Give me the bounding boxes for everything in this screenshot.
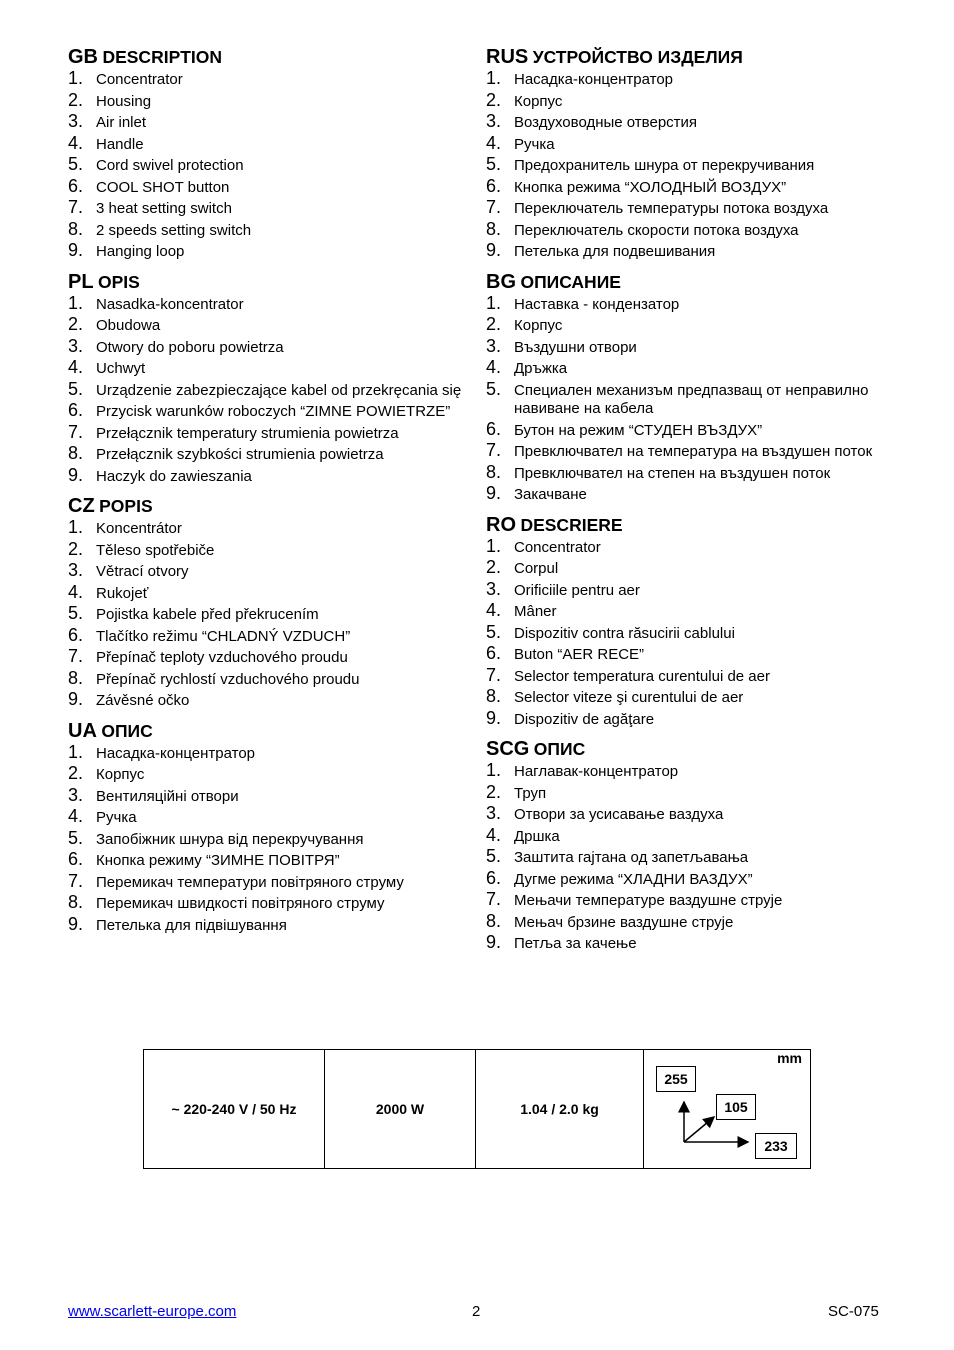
section-rus [486, 42, 886, 263]
section-heading: УСТРОЙСТВО ИЗДЕЛИЯ [532, 47, 743, 67]
list-item [486, 761, 886, 783]
item-number: 8. [486, 461, 502, 482]
item-text: COOL SHOT button [96, 178, 230, 196]
item-text: Специален механизъм предпазващ от неправилно навиване на кабела [514, 381, 869, 417]
list-item [486, 484, 886, 506]
list-item [486, 134, 886, 156]
parts-list [486, 294, 886, 506]
item-text: Buton “AER RECE” [514, 646, 645, 663]
section-cz [68, 491, 468, 712]
item-number: 1. [486, 760, 502, 780]
item-number: 3. [486, 111, 502, 131]
list-item [486, 601, 886, 623]
dimension-unit: mm [777, 1050, 802, 1066]
item-text: Dispozitiv de agăţare [514, 710, 655, 728]
item-text: Переключатель температуры потока воздуха [514, 200, 829, 217]
section-heading: ОПИС [101, 720, 153, 741]
section-title [486, 267, 886, 294]
item-number: 1. [486, 535, 502, 556]
spec-power: 2000 W [325, 1050, 476, 1168]
dimension-width: 233 [755, 1133, 797, 1159]
item-number: 1. [486, 292, 502, 313]
page-number: 2 [472, 1303, 481, 1320]
item-number: 3. [486, 803, 502, 823]
item-number: 9. [486, 240, 502, 260]
spec-dimensions [644, 1050, 810, 1168]
item-text: Uchwyt [96, 360, 146, 377]
spec-weight: 1.04 / 2.0 kg [476, 1050, 644, 1168]
list-item [486, 826, 886, 848]
dimension-depth: 105 [716, 1094, 756, 1120]
item-text: Corpul [514, 560, 559, 577]
item-text: Haczyk do zawieszania [96, 467, 252, 485]
item-number: 6. [486, 867, 502, 888]
item-number: 9. [486, 932, 502, 952]
list-item [68, 829, 468, 851]
item-text: Přepínač rychlostí vzduchového proudu [96, 670, 360, 688]
list-item [68, 112, 468, 134]
item-text: Těleso spotřebiče [96, 541, 215, 559]
list-item [68, 69, 468, 91]
list-item [486, 441, 886, 463]
item-number: 3. [486, 335, 502, 356]
item-number: 4. [68, 581, 84, 602]
list-item [68, 518, 468, 540]
list-item [486, 537, 886, 559]
item-number: 6. [486, 643, 502, 663]
item-number: 5. [68, 154, 84, 174]
item-number: 6. [486, 175, 502, 196]
list-item [68, 198, 468, 220]
item-number: 9. [486, 707, 502, 728]
section-heading: DESCRIERE [520, 514, 623, 535]
item-number: 2. [68, 763, 84, 783]
item-text: Перемикач температури повітряного струму [96, 873, 404, 891]
item-text: Mâner [514, 603, 557, 620]
list-item [68, 647, 468, 669]
item-text: Петља за качење [514, 935, 637, 952]
item-text: Отвори за усисавање ваздуха [514, 806, 724, 823]
item-text: Obudowa [96, 317, 161, 334]
item-text: Przycisk warunków roboczych “ZIMNE POWIETRZE” [96, 403, 451, 420]
list-item [68, 690, 468, 712]
item-number: 9. [486, 483, 502, 503]
item-text: Насадка-концентратор [96, 744, 256, 762]
section-gb [68, 42, 468, 263]
item-number: 7. [486, 197, 502, 217]
list-item [486, 558, 886, 580]
language-code: PL [68, 270, 94, 293]
list-item [68, 561, 468, 583]
section-pl [68, 267, 468, 488]
item-text: Превключвател на температура на въздушен поток [514, 443, 873, 460]
item-number: 9. [68, 913, 84, 934]
item-number: 6. [68, 849, 84, 869]
item-text: Наглавак-концентратор [514, 763, 679, 780]
item-number: 5. [486, 621, 502, 642]
specification-table [143, 1049, 811, 1169]
list-item [486, 463, 886, 485]
list-item [68, 91, 468, 113]
item-text: Закачване [514, 486, 587, 503]
item-text: Pojistka kabele před překrucením [96, 606, 319, 623]
list-item [486, 315, 886, 337]
item-number: 6. [68, 400, 84, 420]
item-number: 9. [68, 689, 84, 709]
item-text: Concentrator [96, 71, 183, 88]
item-text: Větrací otvory [96, 563, 189, 580]
parts-list [486, 761, 886, 955]
item-text: Вентиляційні отвори [96, 787, 239, 805]
list-item [486, 358, 886, 380]
item-text: Дршка [514, 827, 560, 845]
list-item [486, 380, 886, 420]
item-text: 3 heat setting switch [96, 200, 232, 217]
list-item [68, 466, 468, 488]
section-heading: DESCRIPTION [102, 47, 223, 67]
item-number: 3. [68, 560, 84, 580]
section-title [68, 42, 468, 69]
model-number: SC-075 [828, 1303, 879, 1320]
dimension-height: 255 [656, 1066, 696, 1092]
item-number: 8. [486, 910, 502, 931]
list-item [68, 315, 468, 337]
item-text: Кнопка режима “ХОЛОДНЫЙ ВОЗДУХ” [514, 178, 787, 196]
section-heading: POPIS [99, 496, 153, 516]
item-text: Nasadka-koncentrator [96, 295, 244, 313]
item-text: Selector temperatura curentului de aer [514, 667, 770, 685]
item-text: Přepínač teploty vzduchového proudu [96, 649, 348, 666]
list-item [486, 177, 886, 199]
section-title [486, 734, 886, 761]
list-item [486, 420, 886, 442]
list-item [486, 644, 886, 666]
language-code: RO [486, 513, 516, 536]
list-item [68, 872, 468, 894]
list-item [486, 198, 886, 220]
item-number: 2. [68, 538, 84, 559]
list-item [486, 890, 886, 912]
item-number: 2. [68, 89, 84, 110]
item-number: 4. [68, 806, 84, 826]
item-text: Петелька для подвешивания [514, 243, 716, 260]
item-number: 2. [486, 314, 502, 334]
item-text: Air inlet [96, 114, 147, 131]
list-item [486, 91, 886, 113]
list-item [68, 807, 468, 829]
list-item [68, 850, 468, 872]
language-code: SCG [486, 738, 530, 760]
list-item [486, 220, 886, 242]
list-item [486, 241, 886, 263]
section-ua [68, 716, 468, 937]
item-number: 7. [486, 664, 502, 685]
item-number: 6. [68, 175, 84, 196]
item-number: 4. [68, 357, 84, 377]
item-text: Насадка-концентратор [514, 71, 674, 88]
section-heading: ОПИС [533, 739, 586, 759]
section-title [68, 267, 468, 294]
list-item [68, 604, 468, 626]
item-number: 5. [68, 827, 84, 848]
item-text: Závěsné očko [96, 692, 190, 709]
spec-voltage: ~ 220-240 V / 50 Hz [144, 1050, 325, 1168]
list-item [486, 783, 886, 805]
list-item [486, 623, 886, 645]
list-item [68, 786, 468, 808]
item-number: 7. [68, 197, 84, 217]
list-item [68, 337, 468, 359]
item-number: 6. [486, 418, 502, 439]
item-number: 2. [68, 314, 84, 334]
item-text: Запобіжник шнура від перекручування [96, 830, 364, 848]
list-item [68, 401, 468, 423]
item-text: Selector viteze şi curentului de aer [514, 689, 744, 706]
item-text: Handle [96, 135, 144, 153]
item-text: Перемикач швидкості повітряного струму [96, 895, 385, 912]
item-number: 1. [486, 68, 502, 88]
list-item [486, 69, 886, 91]
item-text: Переключатель скорости потока воздуха [514, 221, 799, 239]
section-title [68, 716, 468, 743]
item-text: Ручка [514, 135, 555, 153]
item-text: Koncentrátor [96, 520, 182, 537]
item-number: 4. [486, 824, 502, 845]
item-number: 1. [68, 517, 84, 537]
item-text: Въздушни отвори [514, 338, 637, 356]
item-text: Мењачи температуре ваздушне струје [514, 892, 783, 909]
item-text: Воздуховодные отверстия [514, 114, 698, 131]
list-item [486, 666, 886, 688]
list-item [68, 743, 468, 765]
item-number: 5. [68, 603, 84, 623]
list-item [486, 869, 886, 891]
item-number: 3. [68, 784, 84, 805]
language-code: UA [68, 719, 97, 742]
list-item [68, 423, 468, 445]
list-item [68, 177, 468, 199]
item-text: Бутон на режим “СТУДЕН ВЪЗДУХ” [514, 421, 763, 439]
list-item [486, 709, 886, 731]
item-number: 1. [68, 68, 84, 88]
website-link[interactable]: www.scarlett-europe.com [68, 1303, 237, 1320]
section-heading: OPIS [98, 271, 140, 292]
item-number: 7. [68, 870, 84, 891]
list-item [68, 893, 468, 915]
item-text: Заштита гајтана од запетљавања [514, 849, 749, 866]
section-ro [486, 510, 886, 731]
item-number: 4. [68, 132, 84, 153]
list-item [68, 915, 468, 937]
list-item [68, 626, 468, 648]
item-number: 1. [68, 741, 84, 762]
item-text: Труп [514, 784, 547, 802]
item-number: 8. [486, 686, 502, 706]
item-text: Превключвател на степен на въздушен поток [514, 464, 831, 482]
item-number: 3. [68, 335, 84, 356]
item-number: 4. [486, 357, 502, 377]
left-column [68, 42, 468, 940]
item-text: Otwory do poboru powietrza [96, 338, 284, 356]
item-number: 3. [486, 578, 502, 599]
list-item [68, 294, 468, 316]
item-number: 5. [486, 154, 502, 174]
list-item [486, 337, 886, 359]
item-number: 7. [68, 646, 84, 666]
parts-list [486, 537, 886, 731]
item-text: Orificiile pentru aer [514, 581, 640, 599]
section-bg [486, 267, 886, 506]
item-number: 8. [68, 218, 84, 239]
section-title [68, 491, 468, 518]
item-number: 4. [486, 600, 502, 620]
list-item [68, 155, 468, 177]
section-scg [486, 734, 886, 955]
list-item [68, 241, 468, 263]
list-item [68, 540, 468, 562]
item-number: 5. [68, 378, 84, 399]
item-text: Петелька для підвішування [96, 916, 287, 934]
list-item [486, 112, 886, 134]
item-text: Tlačítko režimu “CHLADNÝ VZDUCH” [96, 627, 351, 645]
item-text: Concentrator [514, 538, 601, 556]
parts-list [68, 518, 468, 712]
item-number: 5. [486, 846, 502, 866]
list-item [486, 912, 886, 934]
item-number: 8. [68, 443, 84, 463]
item-text: Przełącznik temperatury strumienia powietrza [96, 424, 399, 442]
parts-list [68, 743, 468, 937]
list-item [486, 294, 886, 316]
language-code: RUS [486, 46, 529, 68]
item-text: Корпус [96, 766, 145, 783]
section-heading: ОПИСАНИЕ [520, 271, 621, 292]
item-number: 8. [486, 218, 502, 239]
item-text: Дугме режима “ХЛАДНИ ВАЗДУХ” [514, 870, 753, 888]
section-title [486, 42, 886, 69]
list-item [68, 220, 468, 242]
item-number: 5. [486, 378, 502, 399]
list-item [68, 380, 468, 402]
item-text: Мењач брзине ваздушне струје [514, 913, 734, 931]
item-number: 9. [68, 240, 84, 260]
parts-list [486, 69, 886, 263]
item-number: 2. [486, 781, 502, 802]
list-item [486, 580, 886, 602]
item-text: 2 speeds setting switch [96, 221, 252, 239]
item-text: Urządzenie zabezpieczające kabel od przekręcania się [96, 381, 462, 399]
item-text: Предохранитель шнура от перекручивания [514, 157, 815, 174]
list-item [486, 847, 886, 869]
parts-list [68, 69, 468, 263]
item-text: Rukojeť [96, 584, 149, 602]
list-item [68, 669, 468, 691]
list-item [68, 134, 468, 156]
list-item [68, 444, 468, 466]
list-item [68, 583, 468, 605]
language-code: CZ [68, 495, 95, 517]
item-number: 6. [68, 624, 84, 645]
list-item [68, 358, 468, 380]
item-text: Наставка - кондензатор [514, 295, 680, 313]
item-number: 7. [486, 440, 502, 460]
item-text: Hanging loop [96, 243, 185, 260]
item-text: Дръжка [514, 360, 568, 377]
item-number: 9. [68, 464, 84, 485]
item-text: Корпус [514, 92, 563, 110]
item-text: Housing [96, 92, 152, 110]
parts-list [68, 294, 468, 488]
item-number: 4. [486, 132, 502, 153]
item-text: Ручка [96, 809, 137, 826]
list-item [486, 804, 886, 826]
list-item [68, 764, 468, 786]
item-number: 3. [68, 111, 84, 131]
item-text: Корпус [514, 317, 563, 334]
list-item [486, 687, 886, 709]
item-text: Dispozitiv contra răsucirii cablului [514, 624, 735, 642]
item-number: 2. [486, 557, 502, 577]
language-code: BG [486, 270, 516, 293]
language-code: GB [68, 46, 98, 68]
item-number: 8. [68, 892, 84, 912]
item-number: 7. [486, 889, 502, 909]
item-number: 1. [68, 292, 84, 313]
right-column [486, 42, 886, 959]
item-number: 7. [68, 421, 84, 442]
item-number: 8. [68, 667, 84, 688]
list-item [486, 155, 886, 177]
item-text: Cord swivel protection [96, 157, 244, 174]
item-text: Кнопка режиму “ЗИМНЕ ПОВІТРЯ” [96, 852, 340, 869]
list-item [486, 933, 886, 955]
section-title [486, 510, 886, 537]
item-text: Przełącznik szybkości strumienia powietrza [96, 446, 384, 463]
item-number: 2. [486, 89, 502, 110]
